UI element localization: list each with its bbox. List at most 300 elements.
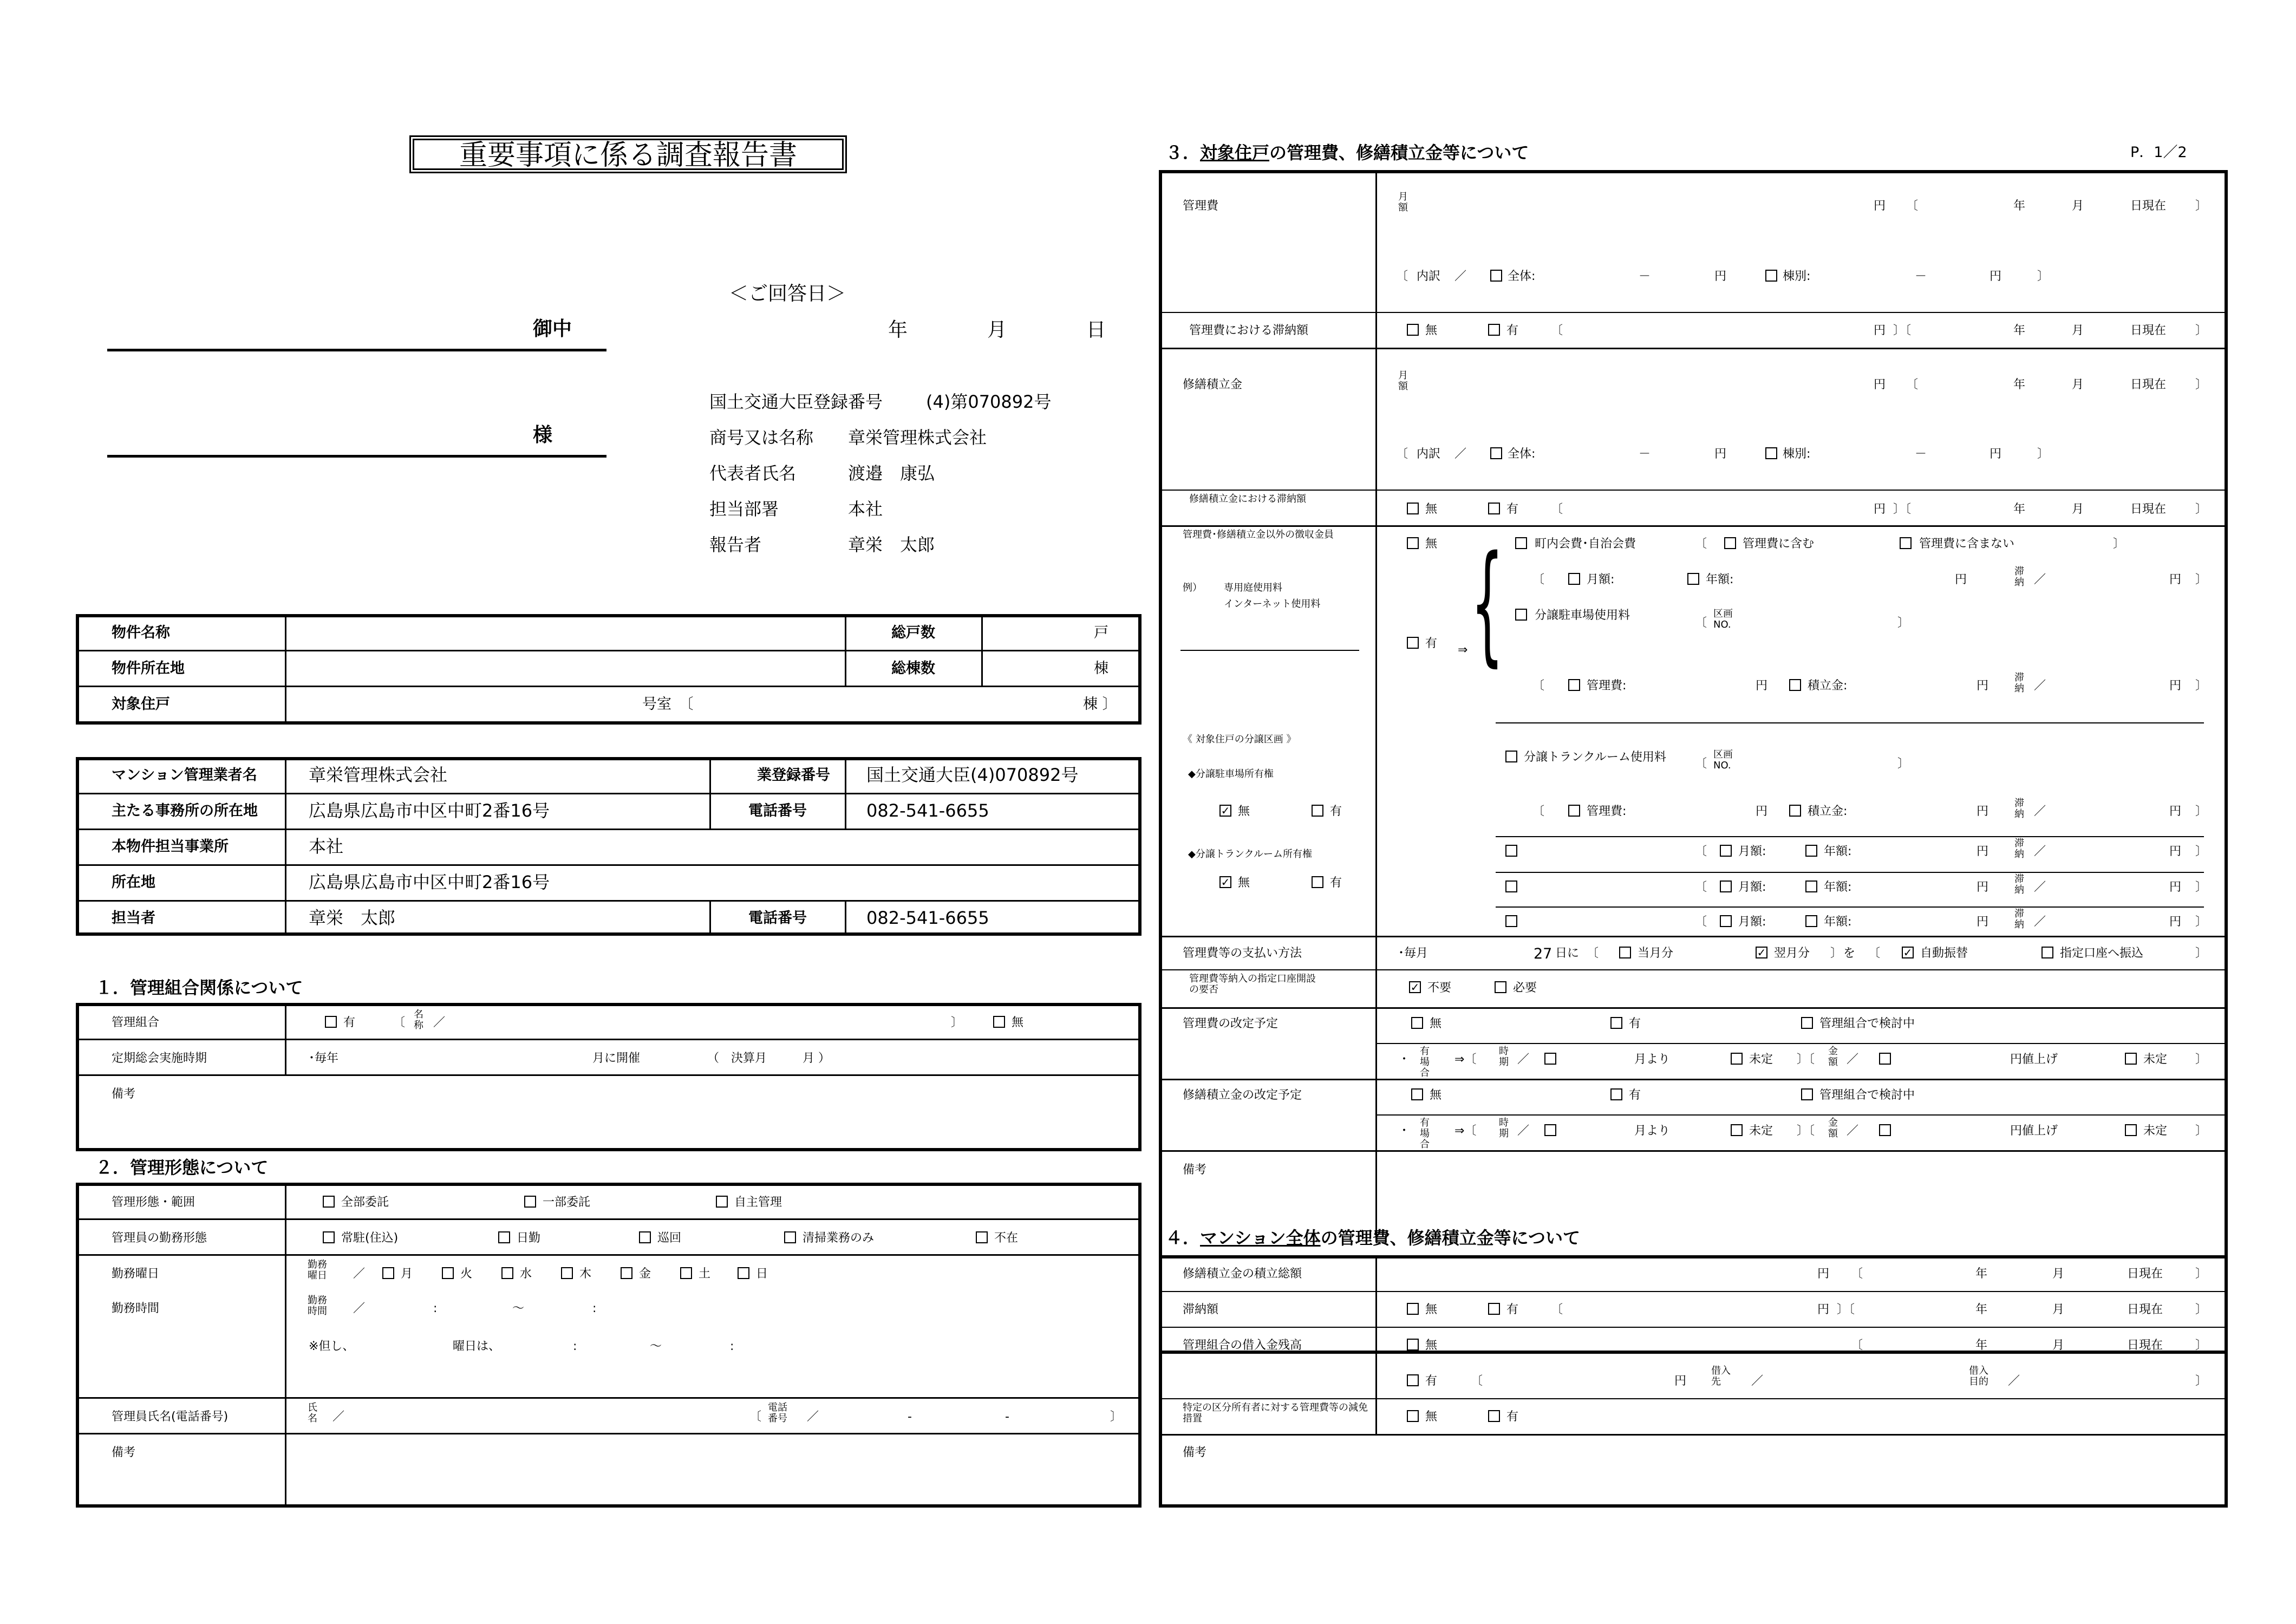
parking-kanrihi-checkbox[interactable] [1568,679,1580,691]
bunjo-label: 《 対象住戸の分譲区画 》 [1183,734,1296,745]
shuzen-mune-dash: － [1915,447,1927,461]
revise-review-checkbox[interactable] [1801,1017,1813,1029]
parking-tainou: 滞納 [2014,672,2024,694]
kanri-arrears-yes-checkbox[interactable] [1488,324,1500,336]
misc-yen: 円 [1977,845,1989,858]
sec4-heading-u: マンション全体 [1200,1228,1321,1248]
shuzen-label: 修繕積立金 [1183,378,1243,392]
misc-row-divider [1496,906,2204,908]
account-label: 管理費等納入の指定口座開設の要否 [1189,973,1316,995]
misc-monthly-label: 月額: [1738,881,1766,894]
revise-arrow: ⇒〔 [1454,1124,1477,1138]
fukumu-label: 管理費に含む [1743,537,1815,551]
total-open: 〔 [1851,1267,1863,1281]
loan-year: 年 [1975,1339,1988,1352]
divider [1159,1434,2228,1436]
pay-wo: を [1843,947,1856,960]
parking-yen2: 円 [2169,679,2182,693]
divider [1159,1398,2228,1399]
revise-mitei: 未定 [1749,1053,1773,1066]
revise-jiki-checkbox[interactable] [1544,1053,1556,1065]
union-label: 管理組合 [112,1016,160,1029]
misc-annual-label: 年額: [1824,915,1852,929]
form-label: 管理形態・範囲 [112,1196,195,1209]
divider [1159,1007,2228,1009]
fee-row1-tainou: 滞納 [2014,566,2024,588]
loan-from: 借入先 [1711,1365,1731,1387]
shuzen-arrears-year: 年 [2013,503,2026,516]
fee-row1-yen: 円 [1955,573,1967,586]
trunk-kanrihi-checkbox[interactable] [1568,805,1580,817]
union-name-label: 名称 [414,1009,423,1031]
parking-tsumitate-checkbox[interactable] [1789,679,1801,691]
prop-address-label: 物件所在地 [112,660,185,677]
divider [709,757,711,829]
kanri-arrears-no: 無 [1425,324,1438,337]
revise-neage: 円値上げ [2010,1053,2058,1066]
pay-close: 〕 [1830,947,1843,960]
pay-method-close: 〕 [2195,947,2208,960]
revise-mitei-checkbox[interactable] [1731,1124,1743,1136]
prop-name-label: 物件名称 [112,624,170,641]
misc-slash: ／ [2034,845,2046,858]
misc-monthly-checkbox[interactable] [1720,881,1732,892]
divider [285,757,286,936]
misc-annual-checkbox[interactable] [1805,845,1817,857]
trunk-tsumitate-checkbox[interactable] [1789,805,1801,817]
other-arrow: ⇒ [1458,643,1468,657]
trunk-close: 〕 [1897,757,1910,771]
kanri-arrears-month: 月 [2072,324,2084,337]
kanri-naiwake: 内訳 [1417,270,1441,283]
divider [1159,969,2228,970]
sama-label: 様 [533,424,553,446]
loan-date-open: 〔 [1851,1339,1863,1352]
total-month: 月 [2052,1267,2065,1281]
year-label: 年 [888,319,908,341]
misc-row-open: 〔 [1695,881,1707,894]
kanri-mune-checkbox[interactable] [1765,270,1777,282]
misc-row-checkbox[interactable] [1505,915,1517,927]
chonai-checkbox[interactable] [1515,537,1527,549]
fee-row1-annual: 年額: [1706,573,1734,586]
fukumanai-label: 管理費に含まない [1919,537,2015,551]
parking-checkbox[interactable] [1515,609,1527,621]
chonai-close: 〕 [2113,537,2125,551]
reporter-label: 報告者 [709,534,762,555]
weekday-checkbox[interactable] [680,1267,692,1279]
divider [76,1218,1142,1220]
account-hitsuyou-checkbox[interactable] [1495,981,1506,993]
revise-bracket: 〕〔 [1797,1053,1815,1066]
shuzen-yen: 円 [1874,378,1886,392]
reporter-value: 章栄 太郎 [848,534,935,555]
divider [1375,1114,2228,1116]
pay-method-open: 〔 [1868,947,1881,960]
bunjo-trunk-label: ◆分譲トランクルーム所有権 [1188,849,1312,860]
weekday-label: 木 [579,1267,592,1281]
addressee-line [107,349,606,351]
divider [1159,1327,2228,1328]
building-suffix: 棟 〕 [1083,696,1117,713]
kanri-mune: 棟別: [1783,270,1811,283]
revise-label: 管理費の改定予定 [1183,1017,1279,1031]
kanri-year: 年 [2013,199,2026,213]
total-label: 修繕積立金の積立総額 [1183,1267,1302,1281]
bunjo-parking-yes-checkbox[interactable] [1312,805,1323,817]
sec4-remarks: 備考 [1183,1446,1207,1459]
revise-kingaku: 金額 [1828,1117,1838,1139]
revise-no-checkbox[interactable] [1411,1088,1423,1100]
s4-arrears-no-checkbox[interactable] [1407,1303,1419,1315]
misc-row-checkbox[interactable] [1505,845,1517,857]
shuzen-month: 月 [2072,378,2084,392]
revise-yes-checkbox[interactable] [1610,1017,1622,1029]
shuzen-zentai: 全体: [1508,447,1536,461]
example-line [1180,650,1359,651]
divider [1159,936,2228,937]
shuzen-arrears-label: 修繕積立金における滞納額 [1189,493,1306,505]
revise-no-checkbox[interactable] [1411,1017,1423,1029]
staff-resident-label: 常駐(住込) [341,1231,399,1245]
misc-yen2: 円 [2169,915,2182,929]
revise-jiki: 時期 [1499,1117,1509,1139]
misc-row-divider [1496,836,2204,837]
sec1-heading: １．管理組合関係について [95,977,303,998]
total-genzai: 日現在 [2127,1267,2163,1281]
misc-annual-checkbox[interactable] [1805,915,1817,927]
days-sub: 勤務曜日 [308,1259,327,1281]
room-suffix: 号室 〔 [642,696,694,713]
other-yes-checkbox[interactable] [1407,637,1419,649]
kanri-zentai: 全体: [1508,270,1536,283]
revise-mitei2-checkbox[interactable] [2125,1124,2137,1136]
branch-label: 本物件担当事業所 [112,838,229,855]
chonai-open: 〔 [1695,537,1707,551]
other-no-checkbox[interactable] [1407,537,1419,549]
weekday-label: 金 [639,1267,651,1281]
divider [76,793,1142,794]
revise-mitei: 未定 [1749,1124,1773,1138]
kanri-mune-dash: － [1915,270,1927,283]
parking-label: 分譲駐車場使用料 [1535,609,1630,622]
reg-value: (4)第070892号 [926,392,1052,412]
shuzen-arrears-no-checkbox[interactable] [1407,503,1419,514]
staff-none-label: 不在 [994,1231,1019,1245]
sec2-heading: ２．管理形態について [95,1157,269,1178]
pay-open: 〔 [1587,947,1599,960]
divider [845,900,846,936]
revise-kingaku-checkbox[interactable] [1879,1053,1891,1065]
misc-monthly-checkbox[interactable] [1720,915,1732,927]
reduction-yes: 有 [1506,1410,1519,1424]
loan-close: 〕 [2195,1374,2208,1388]
chonai-label: 町内会費･自治会費 [1535,537,1636,551]
loan-yes-checkbox[interactable] [1407,1374,1419,1386]
sec4-heading [1165,1229,1580,1247]
misc-monthly-checkbox[interactable] [1720,845,1732,857]
staff-patrol-checkbox[interactable] [639,1231,651,1243]
trunk-kanrihi: 管理費: [1587,805,1627,818]
parking-tsumitate: 積立金: [1808,679,1848,693]
onchu-label: 御中 [533,318,572,340]
dept-value: 本社 [848,499,883,519]
union-yes-checkbox[interactable] [325,1016,337,1028]
sec3-heading-u: 対象住戸 [1200,142,1270,163]
shuzen-arrears-yes-checkbox[interactable] [1488,503,1500,514]
weekday-checkbox[interactable] [501,1267,513,1279]
parking-tsumitate-yen: 円 [1977,679,1989,693]
fukumanai-checkbox[interactable] [1900,537,1912,549]
buildings-unit: 棟 [1094,660,1108,677]
shuzen-naiwake: 内訳 [1417,447,1441,461]
divider [845,757,846,829]
s4-arrears-open: 〔 [1551,1303,1563,1316]
account-fuyou-checkbox[interactable]: ✓ [1409,981,1421,993]
revise-mitei2-checkbox[interactable] [2125,1053,2137,1065]
loan-no: 無 [1425,1339,1438,1352]
s4-arrears-genzai: 日現在 [2127,1303,2163,1316]
weekday-checkbox[interactable] [621,1267,632,1279]
form-all-checkbox[interactable] [323,1196,335,1208]
pay-day: 27 [1534,945,1553,962]
revise-review-checkbox[interactable] [1801,1088,1813,1100]
revise-jiki: 時期 [1499,1046,1509,1068]
total-close: 〕 [2195,1267,2208,1281]
divider [1159,312,2228,313]
loan-yen: 円 [1674,1374,1687,1388]
weekday-label: 日 [756,1267,768,1281]
fiscal-month: （ 決算月 月 ） [707,1052,830,1065]
loan-purpose-slash: ／ [2008,1374,2020,1388]
revise-mitei2: 未定 [2143,1053,2168,1066]
month-label: 月 [987,319,1007,341]
divider [76,829,1142,830]
misc-annual-label: 年額: [1824,845,1852,858]
kanri-arrears-no-checkbox[interactable] [1407,324,1419,336]
fee-row1-annual-checkbox[interactable] [1687,573,1699,585]
loan-genzai: 日現在 [2127,1339,2163,1352]
shuzen-arrears-no: 無 [1425,503,1438,516]
fukumu-checkbox[interactable] [1724,537,1736,549]
trunk-fee-open: 〔 [1532,805,1545,818]
s4-arrears-yes-checkbox[interactable] [1488,1303,1500,1315]
bunjo-trunk-no: 無 [1238,876,1250,890]
trunk-kukaku: 区画NO. [1713,749,1733,771]
pay-transfer-checkbox[interactable] [2041,947,2053,958]
staff-day-checkbox[interactable] [498,1231,510,1243]
loan-no-checkbox[interactable] [1407,1339,1419,1351]
mgmt-company-label: マンション管理業者名 [112,767,257,784]
fee-row1-monthly-checkbox[interactable] [1568,573,1580,585]
bunjo-parking-label: ◆分譲駐車場所有権 [1188,768,1274,780]
staff-tel-dash-2: - [1005,1410,1009,1424]
loan-from-slash: ／ [1751,1374,1764,1388]
shuzen-mune-checkbox[interactable] [1765,447,1777,459]
trunk-kanrihi-yen: 円 [1756,805,1768,818]
divider [1159,1150,2228,1152]
location-value: 広島県広島市中区中町2番16号 [309,872,550,892]
kanri-zentai-yen: 円 [1714,270,1727,283]
pay-next-month-checkbox[interactable]: ✓ [1756,947,1767,958]
divider [76,1254,1142,1256]
other-no: 無 [1425,537,1438,551]
trunk-tainou: 滞納 [2014,798,2024,820]
staff-none-checkbox[interactable] [976,1231,988,1243]
days-label: 勤務曜日 [112,1267,160,1281]
revise-yes: 有 [1629,1017,1641,1031]
bunjo-trunk-no-checkbox[interactable]: ✓ [1219,876,1231,888]
union-yes-label: 有 [343,1016,356,1029]
misc-annual-checkbox[interactable] [1805,881,1817,892]
weekday-checkbox[interactable] [382,1267,394,1279]
sec3-heading-post: の管理費、修繕積立金等について [1269,142,1529,163]
example-label: 例） [1183,582,1202,593]
regno-label: 業登録番号 [757,767,830,784]
kanri-zentai-checkbox[interactable] [1490,270,1502,282]
bunjo-trunk-yes-checkbox[interactable] [1312,876,1323,888]
parking-fee-open: 〔 [1532,679,1545,693]
parking-slash: ／ [2034,679,2046,693]
s4-arrears-no: 無 [1425,1303,1438,1316]
revise-arrow: ⇒〔 [1454,1053,1477,1066]
revise-jiki-checkbox[interactable] [1544,1124,1556,1136]
sec4-table [1159,1255,2228,1508]
loan-yes: 有 [1425,1374,1438,1388]
dept-label: 担当部署 [709,499,779,519]
staff-name-slash: ／ [332,1410,345,1424]
divider [845,650,846,686]
parking-close: 〕 [1897,616,1910,630]
revise-mitei-checkbox[interactable] [1731,1053,1743,1065]
form-partial-label: 一部委託 [543,1196,591,1209]
location-label: 所在地 [112,874,155,891]
fee-row1-yen2: 円 [2169,573,2182,586]
s4-arrears-month: 月 [2052,1303,2065,1316]
trunk-slash: ／ [2034,805,2046,818]
kanri-label: 管理費 [1183,199,1219,213]
divider [845,614,846,650]
hours-note-day: 曜日は、 [453,1340,501,1353]
form-self-checkbox[interactable] [716,1196,728,1208]
union-no-checkbox[interactable] [993,1016,1005,1028]
union-bracket-close: 〕 [951,1016,963,1029]
mgmt-company-value: 章栄管理株式会社 [309,765,448,785]
staff-resident-checkbox[interactable] [323,1231,335,1243]
account-hitsuyou: 必要 [1513,981,1537,995]
person-value: 章栄 太郎 [309,908,396,928]
misc-row-checkbox[interactable] [1505,881,1517,892]
bunjo-trunk-yes: 有 [1330,876,1342,890]
reduction-yes-checkbox[interactable] [1488,1410,1500,1422]
form-partial-checkbox[interactable] [524,1196,536,1208]
total-units-unit: 戸 [1094,624,1108,641]
days-slash: ／ [353,1267,366,1281]
weekday-checkbox[interactable] [442,1267,454,1279]
shuzen-year: 年 [2013,378,2026,392]
shuzen-arrears-month: 月 [2072,503,2084,516]
sec1-remarks: 備考 [112,1087,136,1101]
meeting-label: 定期総会実施時期 [112,1052,207,1065]
s4-arrears-year: 年 [1975,1303,1988,1316]
rep-value: 渡邉 康弘 [848,463,935,484]
shuzen-arrears-bracket: 〕〔 [1893,503,1912,516]
revise-kingaku-checkbox[interactable] [1879,1124,1891,1136]
misc-slash: ／ [2034,881,2046,894]
misc-yen2: 円 [2169,881,2182,894]
kanri-naiwake-slash: ／ [1454,270,1467,283]
weekday-checkbox[interactable] [738,1267,749,1279]
shuzen-mune-yen: 円 [1990,447,2002,461]
staff-clean-checkbox[interactable] [784,1231,796,1243]
sec3-heading-pre: ３． [1165,142,1201,163]
pay-auto-checkbox[interactable]: ✓ [1902,947,1914,958]
account-fuyou: 不要 [1427,981,1452,995]
weekday-checkbox[interactable] [561,1267,573,1279]
reduction-no: 無 [1425,1410,1438,1424]
shuzen-arrears-close: 〕 [2195,503,2208,516]
shuzen-zentai-checkbox[interactable] [1490,447,1502,459]
divider [1159,1079,2228,1080]
kanri-close: 〕 [2195,199,2208,213]
staff-clean-label: 清掃業務のみ [803,1231,875,1245]
sec1-table [76,1003,1142,1151]
revise-jiki-slash: ／ [1517,1053,1530,1066]
staff-patrol-label: 巡回 [657,1231,682,1245]
parking-open: 〔 [1695,616,1707,630]
kanri-month: 月 [2072,199,2084,213]
kanri-arrears-open: 〔 [1551,324,1563,337]
revise-jiki-slash: ／ [1517,1124,1530,1138]
pay-transfer: 指定口座へ振込 [2060,947,2144,960]
parking-kanrihi-yen: 円 [1756,679,1768,693]
divider [76,1433,1142,1434]
kanri-arrears-label: 管理費における滞納額 [1189,324,1309,337]
total-year: 年 [1975,1267,1988,1281]
shuzen-close: 〕 [2195,378,2208,392]
meeting-month: 月に開催 [592,1052,641,1065]
pay-next-month: 翌月分 [1774,947,1810,960]
kanri-mune-yen: 円 [1990,270,2002,283]
trunk-tsumitate: 積立金: [1808,805,1848,818]
staff-tel-dash-1: - [908,1410,912,1424]
fee-row1-close: 〕 [2195,573,2208,586]
revise-yes-checkbox[interactable] [1610,1088,1622,1100]
s4-arrears-close: 〕 [2195,1303,2208,1316]
divider [1375,1043,2228,1044]
bunjo-parking-no-checkbox[interactable]: ✓ [1219,805,1231,817]
reduction-no-checkbox[interactable] [1407,1410,1419,1422]
revise-bracket: 〕〔 [1797,1124,1815,1138]
revise-close: 〕 [2195,1124,2208,1138]
divider [76,900,1142,902]
s4-arrears-bracket: 〕〔 [1837,1303,1855,1316]
shuzen-arrears-genzai: 日現在 [2130,503,2167,516]
loan-open: 〔 [1471,1374,1483,1388]
divider [1375,170,1377,1242]
pay-this-month-checkbox[interactable] [1619,947,1631,958]
answer-date-label: ＜ご回答日＞ [729,283,846,305]
trunk-checkbox[interactable] [1505,751,1517,762]
loan-date-close: 〕 [2195,1339,2208,1352]
staff-tel-close: 〕 [1110,1410,1123,1424]
sec4-heading-pre: ４． [1165,1228,1201,1248]
form-self-label: 自主管理 [734,1196,782,1209]
kanri-naiwake-close: 〕 [2037,270,2050,283]
company-label: 商号又は名称 [709,427,814,448]
misc-row-open: 〔 [1695,915,1707,929]
revise-yori: 月より [1634,1124,1671,1138]
